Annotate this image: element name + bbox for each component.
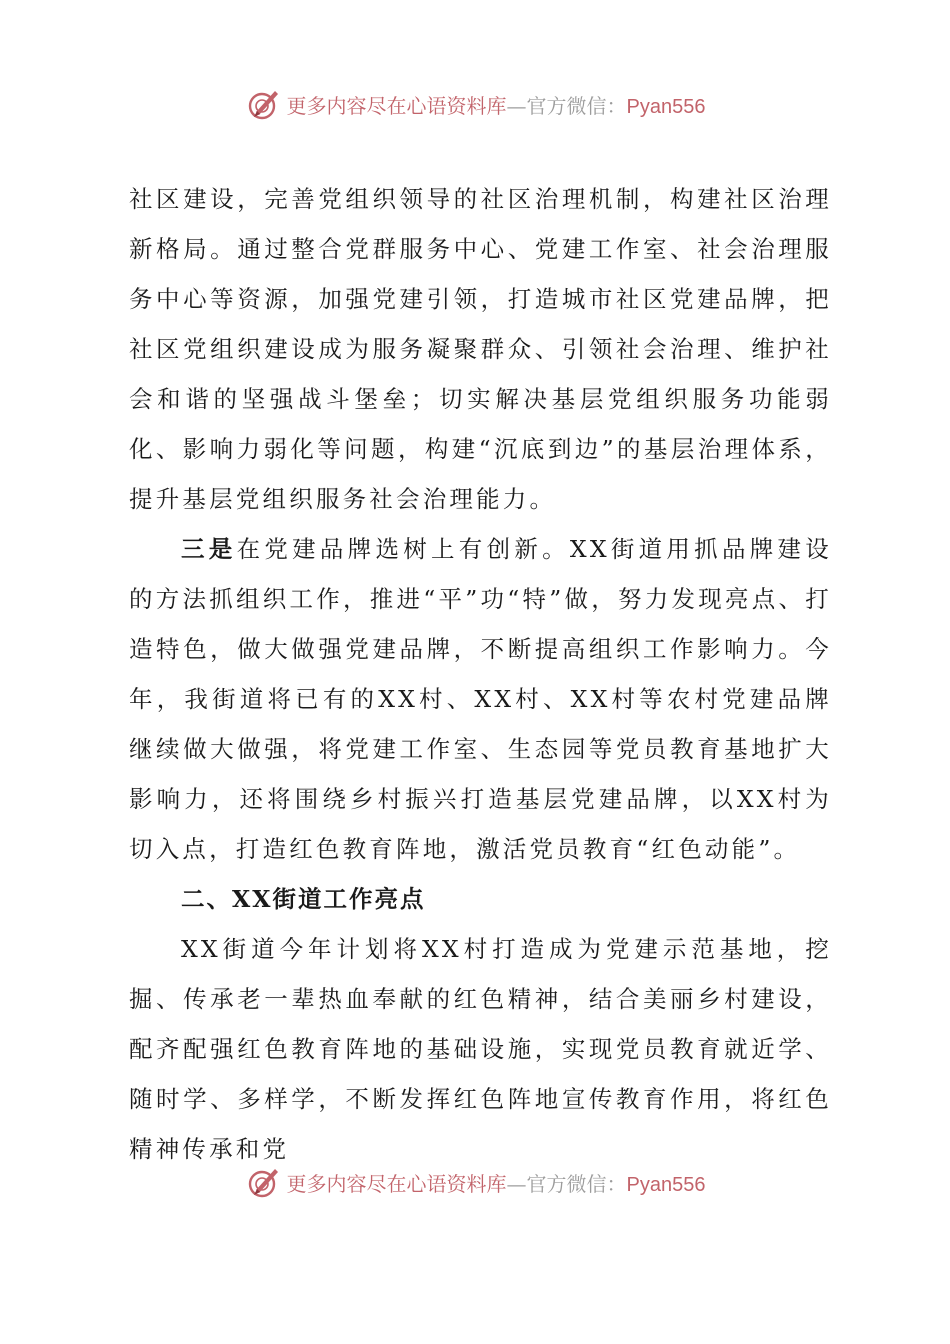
paragraph-demo-base: XX街道今年计划将XX村打造成为党建示范基地，挖掘、传承老一辈热血奉献的红色精神，结合美丽乡村建设，配齐配强红色教育阵地的基础设施，实现党员教育就近学、随时学、多样学，不断发挥红色阵地宣传教育作用，将红色精神传承和党 (129, 935, 832, 1163)
quill-pen-seal-icon (245, 86, 281, 122)
watermark-brand: 更多内容尽在心语资料库 (286, 93, 507, 118)
section-heading: 二、XX街道工作亮点 (181, 885, 426, 913)
watermark-brand: 更多内容尽在心语资料库 (286, 1171, 507, 1196)
paragraph-party-brand-text: 在党建品牌选树上有创新。XX街道用抓品牌建设的方法抓组织工作，推进“平”功“特”做，努力发现亮点、打造特色，做大做强党建品牌，不断提高组织工作影响力。今年，我街道将已有的XX村、XX村、XX村等农村党建品牌继续做大做强，将党建工作室、生态园等党员教育基地扩大影响力，还将围绕乡村振兴打造基层党建品牌，以XX村为切入点，打造红色教育阵地，激活党员教育“红色动能”。 (129, 535, 832, 863)
header-watermark (0, 82, 950, 126)
watermark-wechat-id: Pyan556 (626, 95, 706, 118)
watermark-separator: —官方微信： (506, 1171, 627, 1196)
watermark-wechat-id: Pyan556 (626, 1173, 706, 1196)
document-body (129, 174, 832, 1174)
quill-pen-seal-icon (245, 1164, 281, 1200)
watermark-text (287, 90, 706, 119)
footer-watermark (0, 1160, 950, 1204)
paragraph-party-brand (129, 524, 832, 874)
paragraph-lead-bold: 三是 (181, 535, 237, 563)
watermark-text (287, 1168, 706, 1197)
watermark-separator: —官方微信： (506, 93, 627, 118)
paragraph-community-governance: 社区建设，完善党组织领导的社区治理机制，构建社区治理新格局。通过整合党群服务中心、党建工作室、社会治理服务中心等资源，加强党建引领，打造城市社区党建品牌，把社区党组织建设成为服务凝聚群众、引领社会治理、维护社会和谐的坚强战斗堡垒；切实解决基层党组织服务功能弱化、影响力弱化等问题，构建“沉底到边”的基层治理体系，提升基层党组织服务社会治理能力。 (129, 185, 832, 513)
